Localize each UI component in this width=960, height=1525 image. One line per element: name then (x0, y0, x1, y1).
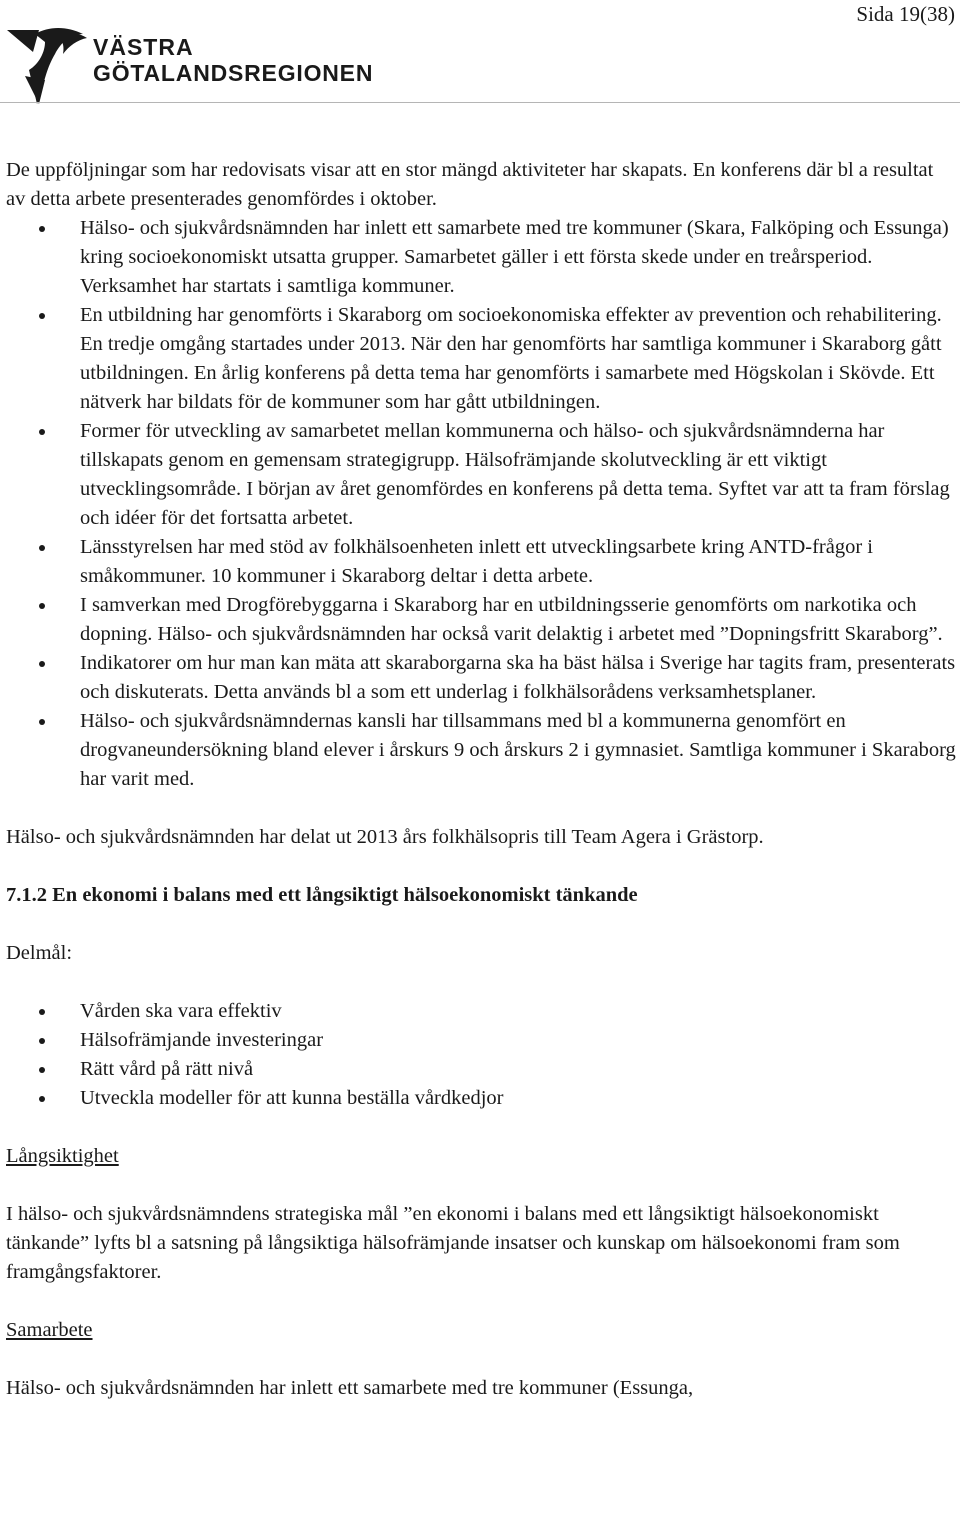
document-body (6, 156, 956, 1403)
list-item-text: I samverkan med Drogförebyggarna i Skaraborg har en utbildningsserie genomförts om narkotika och dopning. Hälso- och sjukvårdsnämnden har också varit delaktig i arbetet med ”Dopningsfritt Skaraborg”. (80, 594, 943, 645)
bullet-icon (39, 661, 45, 667)
bullet-icon (39, 545, 45, 551)
list-item-text: Former för utveckling av samarbetet mellan kommunerna och hälso- och sjukvårdsnämnderna har tillskapats genom en gemensam strategigrupp. Hälsofrämjande skolutveckling är ett viktigt utvecklingsområde. I början av året genomfördes en konferens på detta tema. Syftet var att ta fram förslag och idéer för det fortsatta arbetet. (80, 420, 950, 529)
bullet-icon (39, 429, 45, 435)
bullet-icon (39, 1067, 45, 1073)
delmal-list (6, 997, 956, 1113)
list-item-text: Utveckla modeller för att kunna beställa vårdkedjor (80, 1087, 504, 1109)
list-item (6, 301, 956, 417)
long-term-heading: Långsiktighet (6, 1145, 119, 1167)
activity-list (6, 214, 956, 794)
list-item (6, 1026, 956, 1055)
long-term-paragraph: I hälso- och sjukvårdsnämndens strategiska mål ”en ekonomi i balans med ett långsiktigt hälsoekonomiskt tänkande” lyfts bl a satsning på långsiktiga hälsofrämjande insatser och kunskap om hälsoekonomi fram som framgångsfaktorer. (6, 1203, 900, 1283)
intro-paragraph: De uppföljningar som har redovisats visar att en stor mängd aktiviteter har skapats. En konferens där bl a resultat av detta arbete presenterades genomfördes i oktober. (6, 159, 934, 210)
logo-line2: GÖTALANDSREGIONEN (93, 60, 374, 86)
logo-wordmark (93, 34, 373, 86)
collab-paragraph: Hälso- och sjukvårdsnämnden har inlett ett samarbete med tre kommuner (Essunga, (6, 1377, 694, 1399)
bullet-icon (39, 1038, 45, 1044)
list-item-text: Vården ska vara effektiv (80, 1000, 282, 1022)
section-heading: 7.1.2 En ekonomi i balans med ett långsiktigt hälsoekonomiskt tänkande (6, 884, 638, 906)
list-item-text: En utbildning har genomförts i Skaraborg om socioekonomiska effekter av prevention och rehabilitering. En tredje omgång startades under 2013. När den har genomförts har samtliga kommuner i Skaraborg gått utbildningen. En årlig konferens på detta tema har genomförts i samarbete med Högskolan i Skövde. Ett nätverk har bildats för de kommuner som har gått utbildningen. (80, 304, 942, 413)
list-item (6, 533, 956, 591)
list-item (6, 591, 956, 649)
logo-emblem-icon (5, 24, 89, 106)
list-item (6, 417, 956, 533)
list-item (6, 649, 956, 707)
list-item (6, 214, 956, 301)
bullet-icon (39, 603, 45, 609)
bullet-icon (39, 719, 45, 725)
page-number: Sida 19(38) (856, 2, 955, 26)
header-divider (0, 102, 960, 103)
bullet-icon (39, 1009, 45, 1015)
delmal-label: Delmål: (6, 942, 73, 964)
list-item-text: Hälsofrämjande investeringar (80, 1029, 324, 1051)
list-item (6, 707, 956, 794)
bullet-icon (39, 313, 45, 319)
list-item (6, 997, 956, 1026)
list-item-text: Rätt vård på rätt nivå (80, 1058, 254, 1080)
list-item-text: Länsstyrelsen har med stöd av folkhälsoenheten inlett ett utvecklingsarbete kring ANTD-frågor i småkommuner. 10 kommuner i Skaraborg deltar i detta arbete. (80, 536, 874, 587)
bullet-icon (39, 1096, 45, 1102)
prize-paragraph: Hälso- och sjukvårdsnämnden har delat ut 2013 års folkhälsopris till Team Agera i Grästorp. (6, 826, 764, 848)
list-item (6, 1084, 956, 1113)
logo-line1: VÄSTRA (93, 34, 194, 60)
list-item (6, 1055, 956, 1084)
collab-heading: Samarbete (6, 1319, 93, 1341)
vastra-gotalandsregionen-logo (5, 24, 385, 106)
list-item-text: Hälso- och sjukvårdsnämnden har inlett ett samarbete med tre kommuner (Skara, Falköping och Essunga) kring socioekonomiskt utsatta grupper. Samarbetet gäller i ett första skede under en treårsperiod. Verksamhet har startats i samtliga kommuner. (80, 217, 949, 297)
bullet-icon (39, 226, 45, 232)
list-item-text: Hälso- och sjukvårdsnämndernas kansli har tillsammans med bl a kommunerna genomfört en drogvaneundersökning bland elever i årskurs 9 och årskurs 2 i gymnasiet. Samtliga kommuner i Skaraborg har varit med. (80, 710, 956, 790)
list-item-text: Indikatorer om hur man kan mäta att skaraborgarna ska ha bäst hälsa i Sverige har tagits fram, presenterats och diskuterats. Detta används bl a som ett underlag i folkhälsorådens verksamhetsplaner. (80, 652, 956, 703)
